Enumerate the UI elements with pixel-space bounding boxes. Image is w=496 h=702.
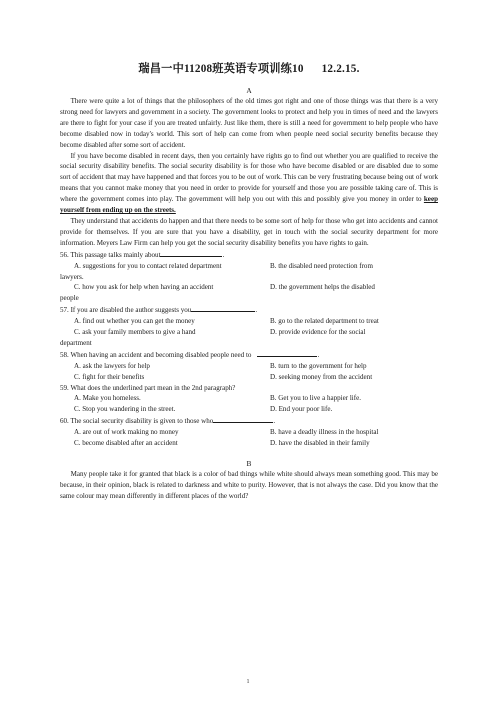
- answer-blank: [213, 415, 276, 426]
- option-c: C. fight for their benefits: [74, 372, 145, 381]
- question-text: 56. This passage talks mainly about: [60, 250, 161, 259]
- question-56-stem: [60, 249, 438, 261]
- option-a: A. suggestions for you to contact related department: [74, 261, 222, 270]
- option-b: B. go to the related department to treat: [270, 317, 379, 326]
- question-57-options: [60, 316, 438, 338]
- underlined-phrase: keep yourself from ending up on the streets.: [60, 195, 438, 215]
- option-c: C. how you ask for help when having an accident: [74, 283, 214, 292]
- question-text: 58. When having an accident and becoming disabled people need to: [60, 350, 252, 359]
- question-text: 57. If you are disabled the author suggests you: [60, 306, 192, 315]
- option-b: B. turn to the government for help: [270, 361, 367, 370]
- option-d-wrap: department: [60, 338, 92, 347]
- question-tail: .: [273, 417, 276, 426]
- option-c: C. Stop you wandering in the street.: [74, 405, 176, 414]
- page-number: 1: [246, 679, 250, 685]
- option-b-wrap: lawyers.: [60, 272, 84, 281]
- document-page: [60, 62, 438, 502]
- page-title: [60, 62, 438, 76]
- question-tail: .: [222, 250, 225, 259]
- option-a: A. ask the lawyers for help: [74, 361, 150, 370]
- question-60-stem: [60, 415, 438, 427]
- answer-blank: [191, 304, 258, 315]
- option-a: A. are out of work making no money: [74, 428, 179, 437]
- option-d: D. provide evidence for the social: [270, 328, 366, 337]
- option-d: D. seeking money from the accident: [270, 372, 373, 381]
- question-59-options: [60, 393, 438, 415]
- option-c: C. become disabled after an accident: [74, 439, 178, 448]
- question-tail: .: [317, 350, 320, 359]
- option-d: D. have the disabled in their family: [270, 439, 370, 448]
- section-b-paragraph-1: Many people take it for granted that black is a color of bad things while white should always mean something good. This may be because, in their opinion, black is related to darkness and white to purity. However, that is not always the case. Did you know that the same colour may mean differently in different places of the world?: [60, 470, 438, 500]
- question-56-options: [60, 261, 438, 272]
- title-text: 瑞昌一中11208班英语专项训练10: [138, 63, 304, 75]
- paragraph-2-text: If you have become disabled in recent days, then you certainly have rights go to find out whether you are qualified to receive the social security disability benefits. The social security disability is for those who have become disabled or are disabled due to some sort of accident that may have happened and that forces you to be out of work. This can be very frustrating because being out of work means that you cannot make money that you need in order to provide for yourself and those you are possible taking care of. This is where the government comes into play. The government will help you out with this and possibly give you money in order to: [60, 151, 438, 204]
- question-59-stem: 59. What does the underlined part mean in the 2nd paragraph?: [60, 383, 236, 392]
- option-a: A. find out whether you can get the money: [74, 317, 195, 326]
- section-a-paragraph-1: There were quite a lot of things that the philosophers of the old times got right and one of those things was that there is a very strong need for lawyers and government in a society. The government looks to protect and help you in times of need and the lawyers are there to fight for your case if you are treated unfairly. Just like them, there is still a need for government to help people who have become disabled now in today's world. This sort of help can come from when people need social security benefits because they become disabled after some sort of accident.: [60, 97, 438, 149]
- option-b: B. the disabled need protection from: [270, 261, 373, 270]
- option-b: B. Get you to live a happier life.: [270, 394, 361, 403]
- question-56-options-2: [60, 282, 438, 293]
- answer-blank: [160, 249, 225, 259]
- option-a: A. Make you homeless.: [74, 394, 141, 403]
- question-58-options: [60, 361, 438, 383]
- section-a-label: A: [246, 86, 252, 95]
- section-b-label: B: [246, 459, 252, 468]
- section-a-paragraph-2: [60, 151, 438, 216]
- question-tail: .: [255, 306, 258, 315]
- title-date: 12.2.15.: [321, 63, 360, 75]
- option-c: C. ask your family members to give a hand: [74, 328, 196, 337]
- question-58-stem: [60, 349, 438, 361]
- question-57-stem: [60, 304, 438, 316]
- question-60-options: [60, 427, 438, 449]
- question-text: 60. The social security disability is given to those who: [60, 417, 214, 426]
- option-d: D. the government helps the disabled: [270, 283, 375, 292]
- option-b: B. have a deadly illness in the hospital: [270, 428, 379, 437]
- option-d-wrap: people: [60, 294, 79, 303]
- answer-blank: [257, 349, 320, 359]
- option-d: D. End your poor life.: [270, 405, 333, 414]
- section-a-paragraph-3: They understand that accidents do happen and that there needs to be some sort of help for those who get into accidents and cannot provide for themselves. If you are sure that you have a disability, get in touch with the social security department for more information. Meyers Law Firm can help you get the social security disability benefits you have rights to gain.: [60, 216, 438, 247]
